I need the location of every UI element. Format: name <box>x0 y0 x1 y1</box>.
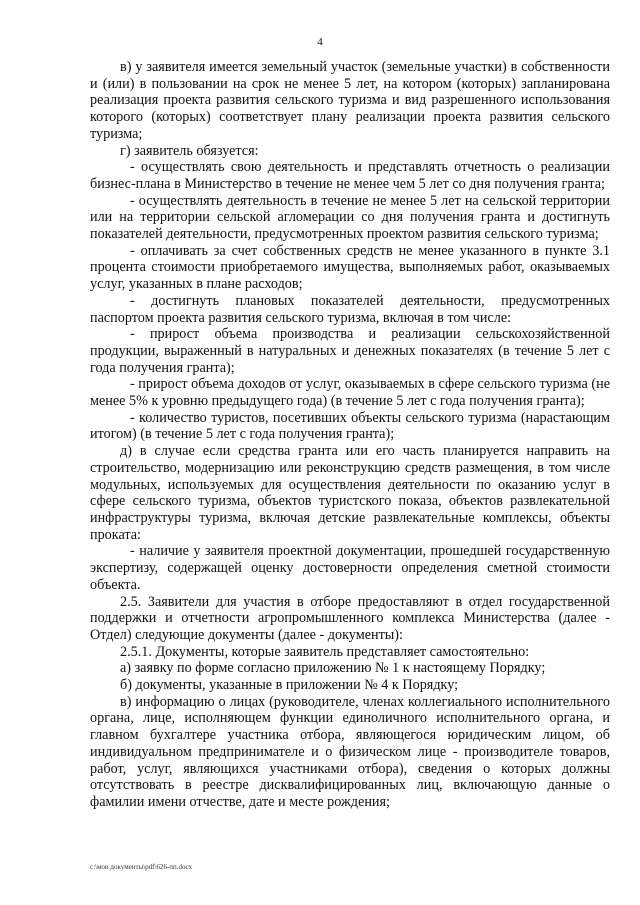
list-item: - прирост объема доходов от услуг, оказываемых в сфере сельского туризма (не менее 5% к уровню предыдущего года) (в течение 5 лет с года получения гранта); <box>90 376 610 410</box>
list-item: - прирост объема производства и реализации сельскохозяйственной продукции, выраженный в натуральных и денежных показателях (в течение 5 лет с года получения гранта); <box>90 326 610 376</box>
list-item: - достигнуть плановых показателей деятельности, предусмотренных паспортом проекта развития сельского туризма, включая в том числе: <box>90 292 610 326</box>
list-item: - наличие у заявителя проектной документации, прошедшей государственную экспертизу, содержащей оценку достоверности определения сметной стоимости объекта. <box>90 543 610 593</box>
page-number: 4 <box>317 36 323 48</box>
list-item: - количество туристов, посетивших объекты сельского туризма (нарастающим итогом) (в течение 5 лет с года получения гранта); <box>90 409 610 443</box>
footer-file-path: c:\мои документы\pdf\626-пп.docx <box>90 863 193 871</box>
paragraph-item-v: в) информацию о лицах (руководителе, членах коллегиального исполнительного органа, лице, исполняющем функции единоличного исполнительного органа, и главном бухгалтере участника отбора, являющегося юридическим лицом, об индивидуальном предпринимателе и о физическом лице - производителе товаров, работ, услуг, являющихся участниками отбора), сведения о которых должны отсутствовать в реестре дисквалифицированных лиц, включающую данные о фамилии имени отчестве, дате и месте рождения; <box>90 693 610 810</box>
paragraph-2-5: 2.5. Заявители для участия в отборе предоставляют в отдел государственной поддержки и отчетности агропромышленного комплекса Министерства (далее - Отдел) следующие документы (далее - документы): <box>90 593 610 643</box>
paragraph-construction-case: д) в случае если средства гранта или его часть планируется направить на строительство, модернизацию или реконструкцию средств размещения, в том числе модульных, используемых для осуществления деятельности по оказанию услуг в сфере сельского туризма, объектов туристского показа, объектов развлекательной инфраструктуры туризма, включая детские развлекательные комплексы, объекты проката: <box>90 443 610 543</box>
document-body <box>90 59 610 811</box>
paragraph-2-5-1: 2.5.1. Документы, которые заявитель представляет самостоятельно: <box>120 643 530 660</box>
paragraph-obligations-heading: г) заявитель обязуется: <box>120 142 259 159</box>
paragraph-land-plot: в) у заявителя имеется земельный участок (земельные участки) в собственности и (или) в пользовании на срок не менее 5 лет, на котором (которых) запланирована реализация проекта развития сельского туризма и вид разрешенного использования которого (которых) соответствует плану реализации проекта развития сельского туризма; <box>90 59 610 142</box>
paragraph-item-a: а) заявку по форме согласно приложению № 1 к настоящему Порядку; <box>120 660 546 677</box>
list-item: - осуществлять свою деятельность и представлять отчетность о реализации бизнес-плана в Министерство в течение не менее чем 5 лет со дня получения гранта; <box>90 159 610 192</box>
paragraph-item-b: б) документы, указанные в приложении № 4 к Порядку; <box>120 677 459 694</box>
list-item: - осуществлять деятельность в течение не менее 5 лет на сельской территории или на территории сельской агломерации со дня получения гранта и достигнуть показателей деятельности, предусмотренных проектом развития сельского туризма; <box>90 192 610 243</box>
list-item: - оплачивать за счет собственных средств не менее указанного в пункте 3.1 процента стоимости приобретаемого имущества, выполняемых работ, оказываемых услуг, указанных в плане расходов; <box>90 242 610 293</box>
